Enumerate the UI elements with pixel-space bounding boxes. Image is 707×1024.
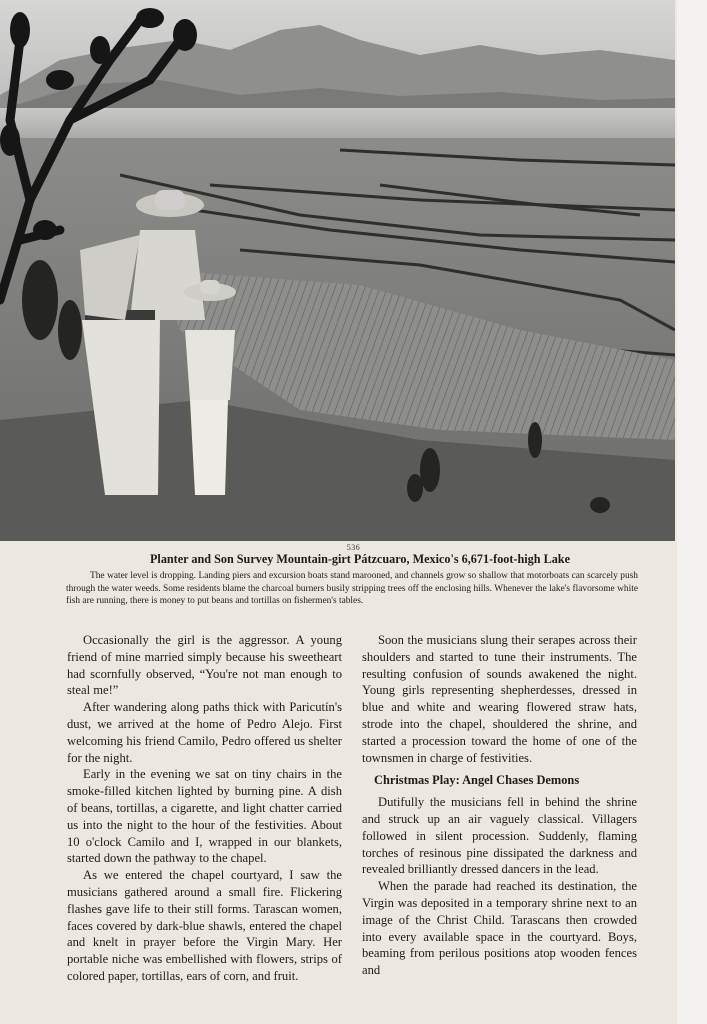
article-paragraph: Early in the evening we sat on tiny chairs in the smoke-filled kitchen lighted by burning pine. A dish of beans, tortillas, a cigarette, and light chatter carried us into the night to the hour of the festivities. About 10 o'clock Camilo and I, wrapped in our blankets, started down the pathway to the chapel.: [67, 767, 342, 866]
photo-caption-title: Planter and Son Survey Mountain-girt Pátzcuaro, Mexico's 6,671-foot-high Lake: [149, 552, 570, 566]
article-paragraph: After wandering along paths thick with Paricutín's dust, we arrived at the home of Pedro Alejo. First welcoming his friend Camilo, Pedro offered us shelter for the night.: [67, 700, 342, 765]
article-paragraph: Dutifully the musicians fell in behind the shrine and struck up an air vaguely classical. Villagers followed in silent procession. Suddenly, flaming torches of resinous pine dissipated the darkness and revealed brilliantly dressed dancers in the lead.: [362, 795, 637, 877]
page-number: 536: [346, 543, 361, 552]
photo-caption-body: The water level is dropping. Landing piers and excursion boats stand marooned, and channels grow so shallow that motorboats can scarcely push through the water weeds. Some residents blame the charcoal burners busily stripping trees off the enclosing hills. Whenever the lake's flavorsome white fish are running, there is money to put beans and tortillas on fishermen's tables.: [66, 571, 638, 607]
page-edge: [677, 0, 707, 1024]
article-paragraph: When the parade had reached its destination, the Virgin was deposited in a temporary shrine next to an image of the Christ Child. Tarascans then crowded into every available space in the courtyard. Boys, beaming from perilous positions atop wooden fences and: [362, 879, 637, 978]
lake-water: [0, 108, 675, 140]
article-paragraph: Occasionally the girl is the aggressor. A young friend of mine married simply because his sweetheart had scornfully observed, “You're not man enough to steal me!”: [67, 633, 342, 698]
section-subheading: Christmas Play: Angel Chases Demons: [374, 773, 580, 788]
article-paragraph: Soon the musicians slung their serapes across their shoulders and started to tune their instruments. The resulting confusion of sounds awakened the night. Young girls representing shepherdesses, dressed in blue and white and wearing flowered straw hats, strode into the chapel, shouldered the shrine, and started a procession toward the home of one of the townsmen in charge of festivities.: [362, 633, 637, 765]
article-left-column: [67, 632, 342, 985]
article-right-column: [362, 632, 637, 979]
article-paragraph: As we entered the chapel courtyard, I saw the musicians gathered around a small fire. Flickering flashes gave life to their still forms. Tarascan women, faces covered by dark-blue shawls, entered the chapel and knelt in prayer before the Virgin Mary. Her portable niche was embellished with flowers, strips of colored paper, tortillas, ears of corn, and fruit.: [67, 868, 342, 983]
